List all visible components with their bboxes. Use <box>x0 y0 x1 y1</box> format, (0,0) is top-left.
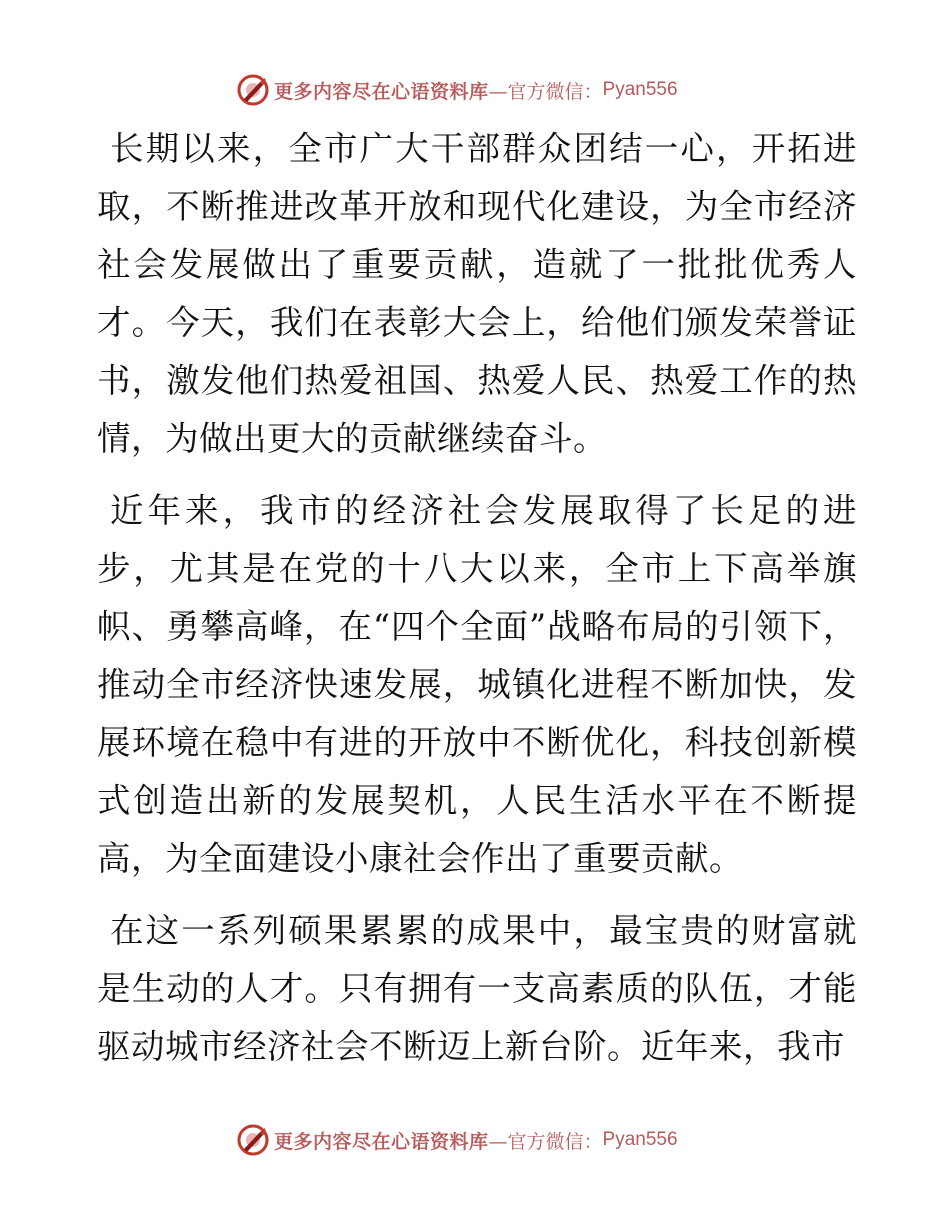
watermark-separator: —官方微信： <box>488 80 603 103</box>
header-watermark <box>236 72 678 108</box>
watermark-separator: —官方微信： <box>488 1130 603 1153</box>
footer-watermark <box>236 1122 678 1158</box>
document-body <box>97 120 857 1076</box>
watermark-text: 更多内容尽在心语资料库 <box>274 80 489 103</box>
watermark-wechat-id: Pyan556 <box>602 79 678 100</box>
paragraph-1: 长期以来，全市广大干部群众团结一心，开拓进取，不断推进改革开放和现代化建设，为全市经济社会发展做出了重要贡献，造就了一批批优秀人才。今天，我们在表彰大会上，给他们颁发荣誉证书，激发他们热爱祖国、热爱人民、热爱工作的热情，为做出更大的贡献继续奋斗。 <box>97 129 857 458</box>
logo-icon <box>236 73 270 107</box>
logo-icon <box>236 1123 270 1157</box>
paragraph-3: 在这一系列硕果累累的成果中，最宝贵的财富就是生动的人才。只有拥有一支高素质的队伍，才能驱动城市经济社会不断迈上新台阶。近年来，我市 <box>97 911 857 1066</box>
paragraph-2: 近年来，我市的经济社会发展取得了长足的进步，尤其是在党的十八大以来，全市上下高举旗帜、勇攀高峰，在“四个全面”战略布局的引领下，推动全市经济快速发展，城镇化进程不断加快，发展环境在稳中有进的开放中不断优化，科技创新模式创造出新的发展契机，人民生活水平在不断提高，为全面建设小康社会作出了重要贡献。 <box>97 491 857 878</box>
watermark-wechat-id: Pyan556 <box>602 1129 678 1150</box>
watermark-text: 更多内容尽在心语资料库 <box>274 1130 489 1153</box>
